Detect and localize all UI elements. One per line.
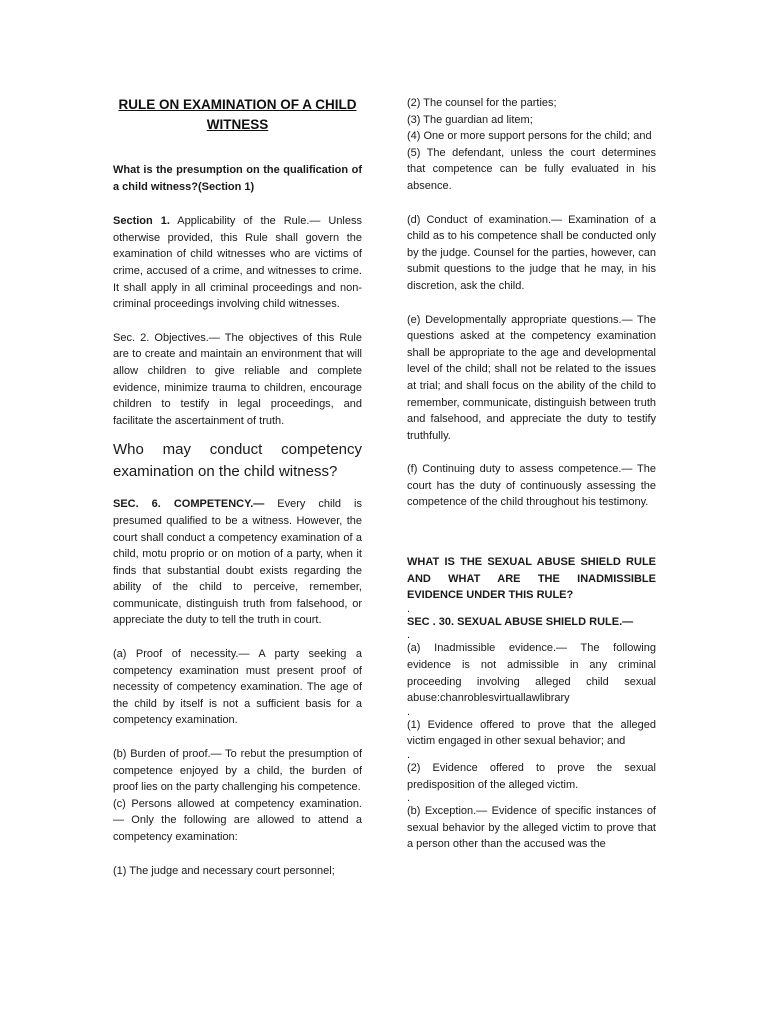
paragraph-e-questions: (e) Developmentally appropriate questions.— The questions asked at the competency examination shall be appropriate to the age and developmental level of the child; shall not be related to the issues at trial; and shall focus on the ability of the child to remember, communicate, distinguish between truth and falsehood, and appreciate the duty to testify truthfully.	[407, 313, 656, 442]
section-2-paragraph: Sec. 2. Objectives.— The objectives of this Rule are to create and maintain an environment that will allow children to give reliable and complete evidence, minimize trauma to children, encourage children to testify in legal proceedings, and facilitate the ascertainment of truth.	[113, 331, 362, 427]
document-title: RULE ON EXAMINATION OF A CHILD WITNESS	[118, 97, 357, 132]
paragraph-b-burden: (b) Burden of proof.— To rebut the presumption of competence enjoyed by a child, the burden of proof lies on the party challenging his competence.	[113, 748, 362, 794]
list-item-5: (5) The defendant, unless the court determines that competence can be fully evaluated in his absence.	[407, 146, 656, 192]
section-6-heading: SEC. 6. COMPETENCY.—	[113, 498, 265, 511]
question-shield-rule: WHAT IS THE SEXUAL ABUSE SHIELD RULE AND WHAT ARE THE INADMISSIBLE EVIDENCE UNDER THIS RULE?	[407, 556, 656, 602]
section-1-heading: Section 1.	[113, 215, 170, 228]
list-item-1: (1) The judge and necessary court personnel;	[113, 864, 335, 877]
list-item-30-2: (2) Evidence offered to prove the sexual predisposition of the alleged victim.	[407, 762, 656, 791]
section-6-text: Every child is presumed qualified to be a witness. However, the court shall conduct a competency examination of a child, motu proprio or on motion of a party, when it finds that substantial doubt exists regarding the ability of the child to perceive, remember, communicate, distinguish truth from falsehood, or appreciate the duty to tell the truth in court.	[113, 498, 362, 627]
paragraph-d-conduct: (d) Conduct of examination.— Examination of a child as to his competence shall be conducted only by the judge. Counsel for the parties, however, can submit questions to the judge that he may, in his discretion, ask the child.	[407, 213, 656, 292]
paragraph-30b-exception: (b) Exception.— Evidence of specific instances of sexual behavior by the alleged victim to prove that a person other than the accused was the	[407, 805, 656, 851]
list-item-2: (2) The counsel for the parties;	[407, 97, 557, 109]
question-competency: Who may conduct competency examination on the child witness?	[113, 441, 362, 480]
paragraph-f-continuing: (f) Continuing duty to assess competence.— The court has the duty of continuously assessing the competence of the child throughout his testimony.	[407, 463, 656, 509]
paragraph-c-persons: (c) Persons allowed at competency examination. — Only the following are allowed to attend a competency examination:	[113, 797, 362, 843]
paragraph-30a-inadmissible: (a) Inadmissible evidence.— The following evidence is not admissible in any criminal proceeding involving alleged child sexual abuse:chanroblesvirtuallawlibrary	[407, 642, 656, 705]
section-30-heading: SEC . 30. SEXUAL ABUSE SHIELD RULE.—	[407, 615, 634, 628]
separator-dot: .	[407, 629, 411, 642]
separator-dot: .	[407, 749, 411, 761]
question-presumption: What is the presumption on the qualification of a child witness?(Section 1)	[113, 164, 362, 193]
section-6-paragraph	[113, 496, 362, 629]
list-item-3: (3) The guardian ad litem;	[407, 113, 533, 126]
left-column	[113, 95, 362, 879]
list-item-30-1: (1) Evidence offered to prove that the alleged victim engaged in other sexual behavior; and	[407, 718, 656, 748]
paragraph-a-proof: (a) Proof of necessity.— A party seeking a competency examination must present proof of necessity of competency examination. The age of the child by itself is not a sufficient basis for a competency examination.	[113, 648, 362, 727]
list-item-4: (4) One or more support persons for the child; and	[407, 130, 652, 143]
separator-dot: .	[407, 792, 411, 805]
separator-dot: .	[407, 602, 411, 615]
section-1-paragraph	[113, 213, 362, 313]
right-column	[407, 95, 656, 853]
section-1-text: Applicability of the Rule.— Unless otherwise provided, this Rule shall govern the examination of child witnesses who are victims of crime, accused of a crime, and witnesses to crime. It shall apply in all criminal proceedings and non-criminal proceedings involving child witnesses.	[113, 215, 362, 311]
separator-dot: .	[407, 705, 411, 718]
